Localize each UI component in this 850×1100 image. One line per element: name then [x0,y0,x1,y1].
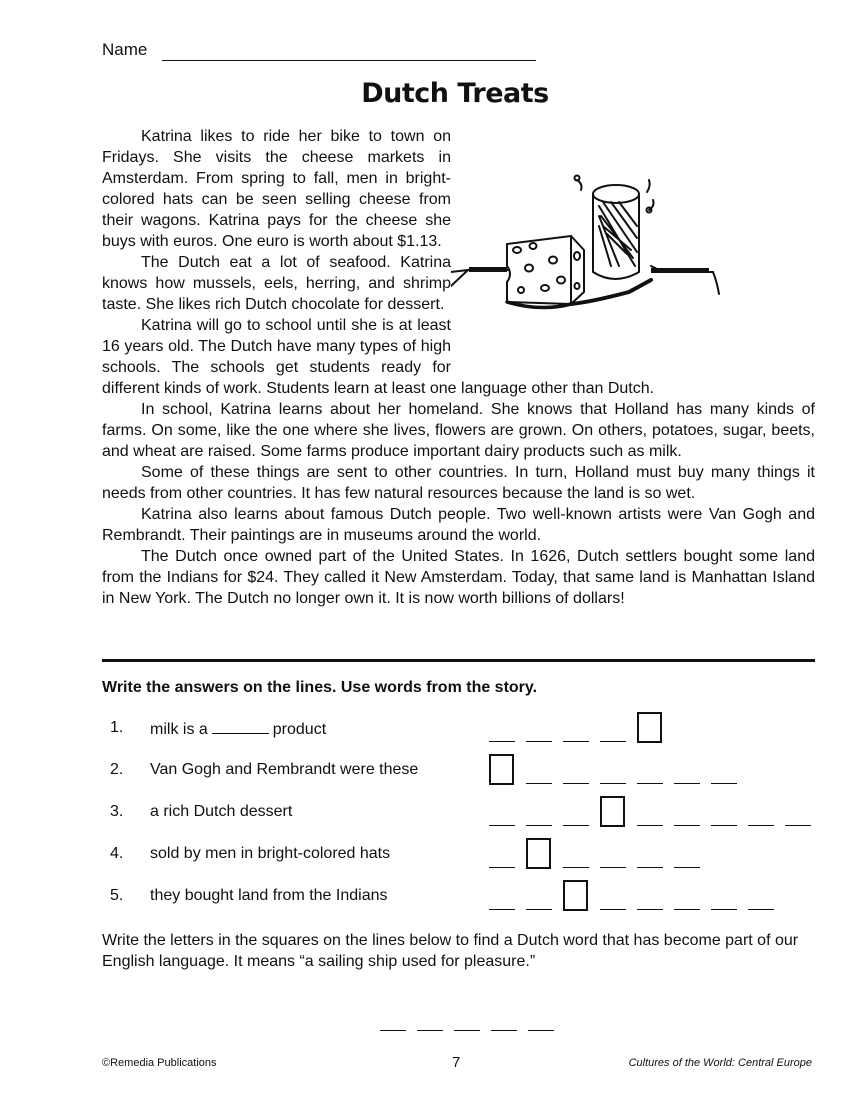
answer-letter-box[interactable] [563,880,588,911]
page-number: 7 [452,1054,461,1071]
answer-letter-line[interactable] [674,825,700,826]
story-paragraph: Katrina likes to ride her bike to town on Fridays. She visits the cheese markets in Amsterdam. From spring to fall, men in bright-colored hats can be seen selling cheese from their wagons. Katrina pays for the cheese she buys with euros. One euro is worth about $1.13. [102,128,451,250]
answer-letter-line[interactable] [637,909,663,910]
story-paragraph: The Dutch once owned part of the United States. In 1626, Dutch settlers bought some land from the Indians for $24. They called it New Amsterdam. Today, that same land is Manhattan Island in New York. The Dutch no longer own it. It is now worth billions of dollars! [102,548,815,607]
instructions: Write the answers on the lines. Use words from the story. [102,679,538,696]
answer-letter-line[interactable] [711,825,737,826]
answer-letter-line[interactable] [674,867,700,868]
question-text: they bought land from the Indians [150,887,388,904]
story-paragraph: In school, Katrina learns about her homeland. She knows that Holland has many kinds of farms. On some, like the one where she lives, flowers are grown. On others, potatoes, sugar, beets, and wheat are raised. Some farms produce important dairy products such as milk. [102,401,815,460]
question-text: milk is a [150,721,208,738]
answer-letter-line[interactable] [489,741,515,742]
story-paragraph: Some of these things are sent to other countries. In turn, Holland must buy many things it needs from other countries. It has few natural resources because the land is so wet. [102,464,815,502]
question-number: 1. [110,719,124,736]
answer-letter-line[interactable] [489,867,515,868]
story-paragraph: Katrina also learns about famous Dutch people. Two well-known artists were Van Gogh and Rembrandt. Their paintings are in museums around the world. [102,506,815,544]
page-title: Dutch Treats [361,78,549,109]
answer-letter-line[interactable] [526,783,552,784]
secret-word-line[interactable] [491,1030,517,1031]
name-line[interactable] [162,60,536,61]
footer-publisher: ©Remedia Publications [102,1057,217,1069]
secret-word-line[interactable] [454,1030,480,1031]
answer-letter-line[interactable] [526,825,552,826]
answer-letter-line[interactable] [563,825,589,826]
story [102,126,815,609]
question-text: product [272,721,327,738]
answer-letter-box[interactable] [600,796,625,827]
question-text: a rich Dutch dessert [150,803,293,820]
question-number: 3. [110,803,124,820]
answer-letter-box[interactable] [526,838,551,869]
secret-word-line[interactable] [417,1030,443,1031]
question-text: sold by men in bright-colored hats [150,845,391,862]
answer-letter-line[interactable] [563,783,589,784]
answer-letter-line[interactable] [600,741,626,742]
question-number: 2. [110,761,124,778]
answer-letter-line[interactable] [526,741,552,742]
answer-letter-line[interactable] [563,867,589,868]
question-text: Van Gogh and Rembrandt were these [150,761,419,778]
answer-letter-line[interactable] [637,783,663,784]
answer-letter-line[interactable] [489,825,515,826]
name-label: Name [102,40,148,59]
answer-letter-line[interactable] [748,909,774,910]
answer-letter-line[interactable] [711,909,737,910]
answer-letter-line[interactable] [711,783,737,784]
answer-letter-box[interactable] [637,712,662,743]
answer-letter-line[interactable] [748,825,774,826]
answer-letter-line[interactable] [489,909,515,910]
question-number: 5. [110,887,124,904]
answer-letter-line[interactable] [637,825,663,826]
inline-answer-blank[interactable] [212,719,269,734]
section-divider [102,659,815,662]
answer-letter-line[interactable] [600,867,626,868]
cheese-wedge-and-cheese-round-icon [451,126,815,358]
answer-letter-line[interactable] [674,783,700,784]
story-paragraph: Katrina will go to school until she is at least 16 years old. The Dutch have many types of high schools. The schools get students ready for different kinds of work. Students learn at least one language other than Dutch. [102,317,655,397]
answer-letter-line[interactable] [637,867,663,868]
answer-letter-line[interactable] [785,825,811,826]
question-number: 4. [110,845,124,862]
footer-book-title: Cultures of the World: Central Europe [628,1057,812,1069]
answer-letter-line[interactable] [600,909,626,910]
secret-word-line[interactable] [528,1030,554,1031]
final-instructions: Write the letters in the squares on the lines below to find a Dutch word that has become part of our English language. It means “a sailing ship used for pleasure.” [102,932,799,970]
answer-letter-box[interactable] [489,754,514,785]
story-paragraph: The Dutch eat a lot of seafood. Katrina knows how mussels, eels, herring, and shrimp taste. She likes rich Dutch chocolate for dessert. [102,254,451,313]
answer-letter-line[interactable] [563,741,589,742]
secret-word-line[interactable] [380,1030,406,1031]
answer-letter-line[interactable] [674,909,700,910]
answer-letter-line[interactable] [600,783,626,784]
answer-letter-line[interactable] [526,909,552,910]
